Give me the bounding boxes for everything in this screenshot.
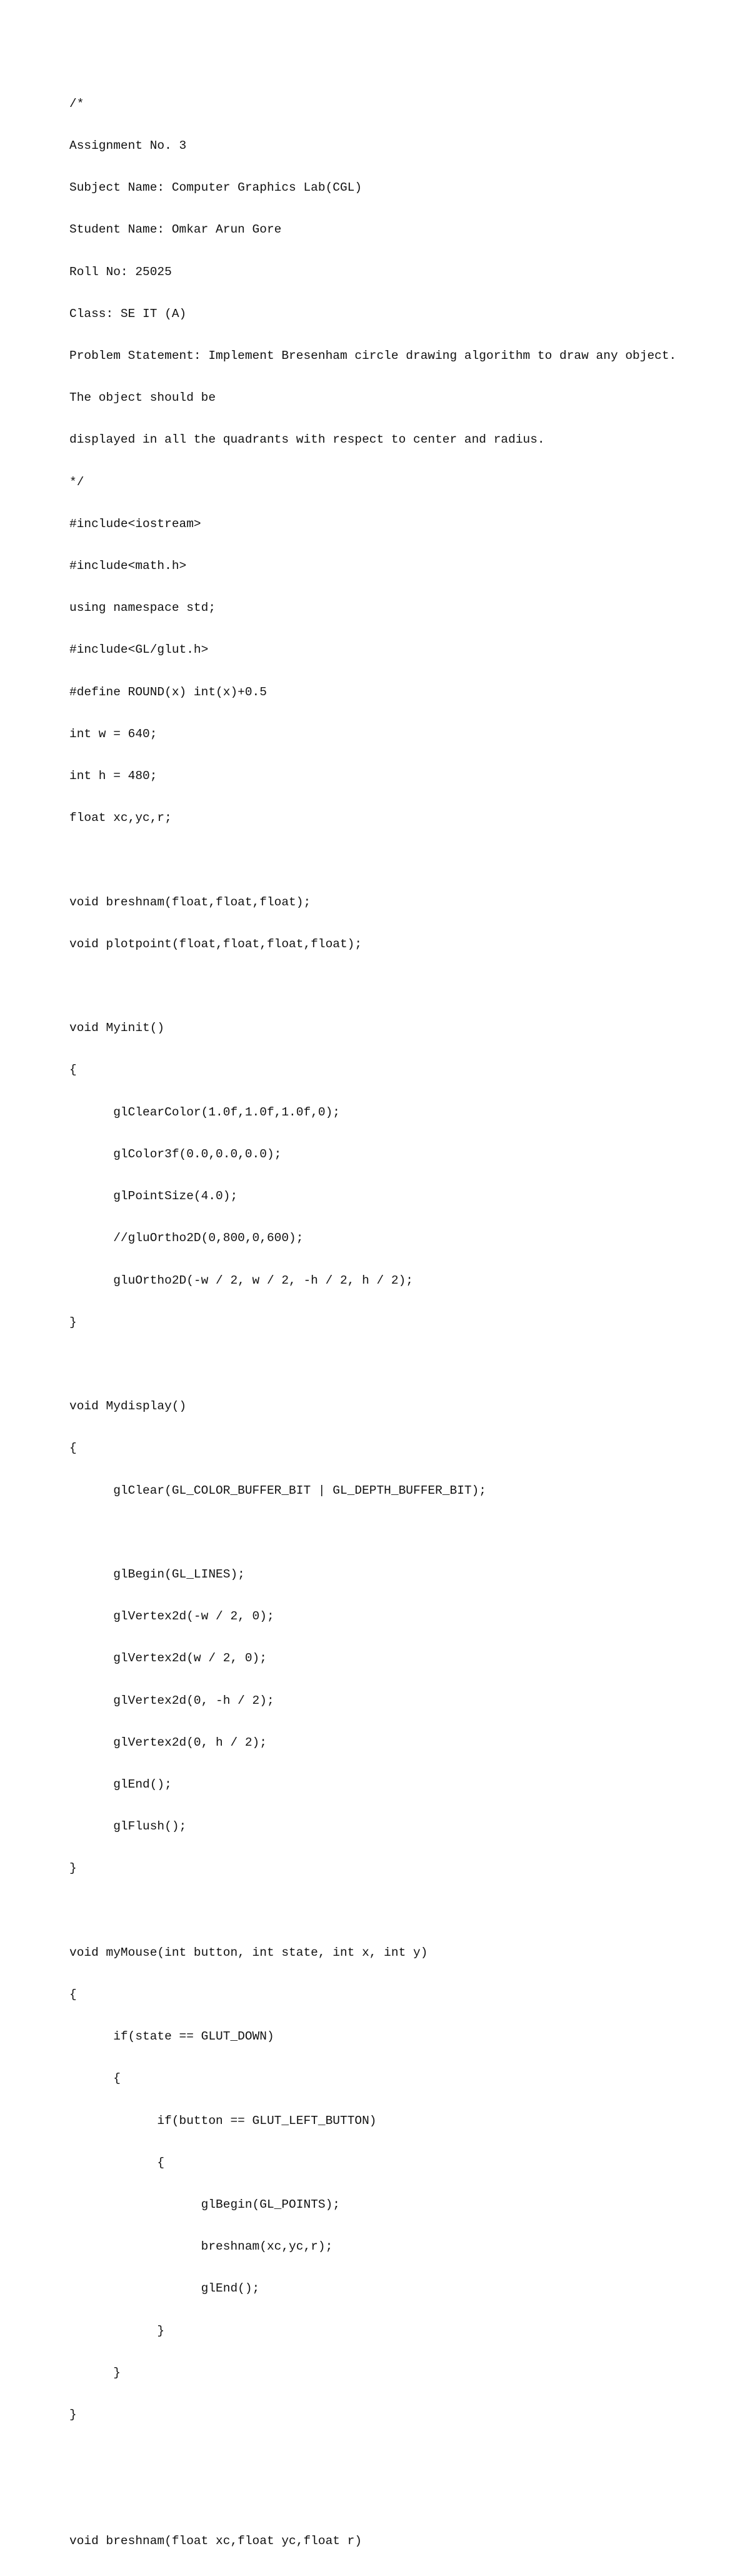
code-line: if(button == GLUT_LEFT_BUTTON) [69,2113,377,2128]
code-line: using namespace std; [69,601,216,615]
code-line: { [69,1987,77,2001]
code-line: } [69,2323,165,2338]
code-line: void Myinit() [69,1021,165,1035]
code-line: glVertex2d(0, h / 2); [69,1735,267,1749]
code-line: #include<GL/glut.h> [69,643,209,657]
code-line: //gluOrtho2D(0,800,0,600); [69,1231,304,1245]
code-line: float xc,yc,r; [69,811,172,825]
code-line: glBegin(GL_LINES); [69,1567,245,1581]
code-line: { [69,1063,77,1077]
code-line: glFlush(); [69,1819,187,1834]
code-line: } [69,2407,77,2422]
code-listing [69,69,676,2576]
code-line: */ [69,475,84,489]
code-line [69,979,676,993]
code-line [69,2450,676,2463]
code-line: Subject Name: Computer Graphics Lab(CGL) [69,181,362,195]
code-line: The object should be [69,391,216,405]
code-line: int w = 640; [69,727,158,741]
code-line: glClearColor(1.0f,1.0f,1.0f,0); [69,1105,340,1119]
code-line [69,1526,676,1539]
code-line: if(state == GLUT_DOWN) [69,2030,274,2044]
code-line: glBegin(GL_POINTS); [69,2197,340,2211]
code-line: } [69,1315,77,1329]
code-line: } [69,2365,121,2380]
code-line [69,1904,676,1918]
code-line: Assignment No. 3 [69,139,187,153]
code-line: glEnd(); [69,1777,172,1791]
code-line: #include<iostream> [69,516,201,531]
code-line: glPointSize(4.0); [69,1189,238,1204]
code-line: #define ROUND(x) int(x)+0.5 [69,685,267,699]
code-line: { [69,2155,165,2170]
code-line: Roll No: 25025 [69,264,172,279]
code-line: { [69,1441,77,1456]
code-line: glVertex2d(-w / 2, 0); [69,1609,274,1624]
code-line: void Mydisplay() [69,1399,187,1414]
code-line: int h = 480; [69,769,158,783]
code-line: void breshnam(float,float,float); [69,895,311,909]
code-line: { [69,2071,121,2086]
code-line: Student Name: Omkar Arun Gore [69,223,282,237]
code-line: glEnd(); [69,2282,260,2296]
code-line: glVertex2d(w / 2, 0); [69,1651,267,1666]
code-line: displayed in all the quadrants with respect to center and radius. [69,433,545,447]
code-line: /* [69,96,84,111]
code-line: } [69,1861,77,1876]
code-line: glVertex2d(0, -h / 2); [69,1693,274,1708]
code-line: void myMouse(int button, int state, int x, int y) [69,1945,428,1960]
code-line: Class: SE IT (A) [69,306,187,321]
code-line: #include<math.h> [69,559,187,573]
code-line: void breshnam(float xc,float yc,float r) [69,2533,362,2548]
code-line: glColor3f(0.0,0.0,0.0); [69,1147,282,1161]
code-line [69,1357,676,1371]
code-line: breshnam(xc,yc,r); [69,2240,333,2254]
code-line [69,2492,676,2505]
code-line: gluOrtho2D(-w / 2, w / 2, -h / 2, h / 2); [69,1273,413,1287]
code-line: void plotpoint(float,float,float,float); [69,937,362,951]
code-line: Problem Statement: Implement Bresenham circle drawing algorithm to draw any object. [69,349,677,363]
code-line: glClear(GL_COLOR_BUFFER_BIT | GL_DEPTH_BUFFER_BIT); [69,1483,487,1497]
code-line [69,853,676,867]
